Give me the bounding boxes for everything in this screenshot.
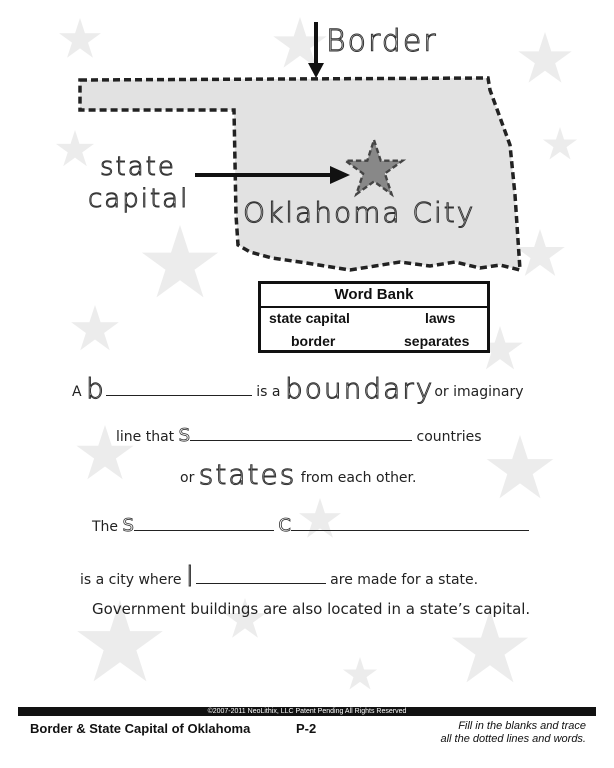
capital-label: capital [88,184,190,214]
instructions-line: all the dotted lines and words. [440,733,586,745]
blank-field[interactable] [134,516,274,531]
blank-field[interactable] [291,516,529,531]
sentence-6: Government buildings are also located in a state’s capital. [92,600,531,618]
text: are made for a state. [330,572,479,588]
text: A [72,384,82,400]
word-bank-word: separates [404,333,470,349]
text: countries [416,429,482,445]
text: or imaginary [434,384,524,400]
trace-letter: S [178,425,191,446]
trace-letter: l [185,560,196,593]
trace-letter: S [122,515,134,536]
trace-word: boundary [284,372,435,405]
sentence-4 [92,515,529,536]
instructions [440,720,586,746]
text: is a [256,384,281,400]
worksheet-title: Border & State Capital of Oklahoma [30,721,251,736]
state-label: state [100,152,176,182]
word-bank-divider [261,306,487,308]
text: from each other. [300,470,417,486]
word-bank-word: laws [425,310,456,326]
word-bank-title: Word Bank [334,286,414,303]
city-name: Oklahoma City [243,196,476,229]
word-bank [258,281,490,353]
trace-word: states [198,458,297,491]
sentence-5 [80,560,478,593]
blank-field[interactable] [196,569,326,584]
word-bank-word: state capital [269,310,350,326]
word-bank-word: border [291,333,336,349]
copyright-bar: ©2007-2011 NeoLithix, LLC Patent Pending All Rights Reserved [18,707,596,716]
text: or [180,470,195,486]
sentence-2 [116,425,482,446]
border-label: Border [326,24,438,59]
blank-field[interactable] [190,426,412,441]
text: line that [116,429,175,445]
trace-letter: C [278,515,291,536]
text: The [92,519,119,535]
trace-letter: b [86,372,106,405]
text: is a city where [80,572,182,588]
border-arrow-icon [308,63,324,78]
blank-field[interactable] [106,381,252,396]
sentence-3 [180,458,416,491]
page-number: P-2 [296,721,317,736]
sentence-1 [72,372,524,405]
instructions-line: Fill in the blanks and trace [458,720,586,732]
